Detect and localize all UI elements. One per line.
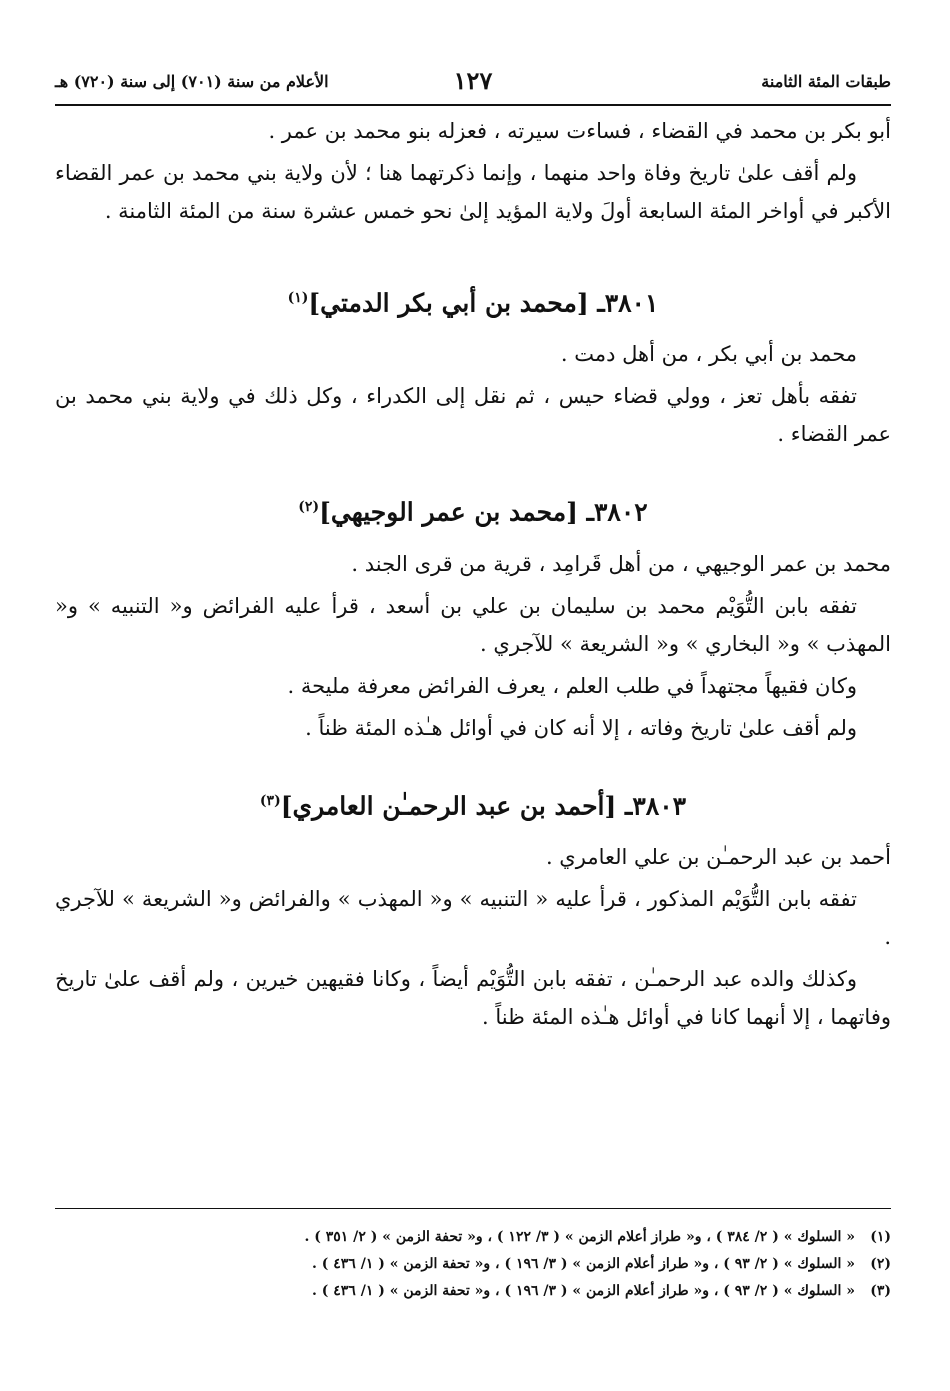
entry-paragraph: تفقه بابن التُّوَيْم محمد بن سليمان بن علي بن أسعد ، قرأ عليه الفرائض و« التنبيه » و« المهذب » و« البخاري » و« الشريعة » للآجري . bbox=[55, 593, 891, 656]
entry-title bbox=[55, 483, 891, 536]
entry-title-text: ٣٨٠٣ـ [أحمد بن عبد الرحمـٰن العامري] bbox=[280, 790, 687, 820]
footnote-ref: (٣) bbox=[259, 792, 281, 809]
entry-title-text: ٣٨٠١ـ [محمد بن أبي بكر الدمتي] bbox=[308, 288, 659, 318]
footnote bbox=[55, 1278, 891, 1305]
entry-paragraph: أحمد بن عبد الرحمـٰن بن علي العامري . bbox=[545, 844, 891, 869]
footnote-rule bbox=[55, 1208, 891, 1209]
running-header bbox=[55, 66, 891, 100]
footnote-number: (١) bbox=[870, 1229, 891, 1245]
entry-title bbox=[55, 777, 891, 830]
footnotes bbox=[55, 1224, 891, 1305]
intro-paragraph: ولم أقف علىٰ تاريخ وفاة واحد منهما ، وإنما ذكرتهما هنا ؛ لأن ولاية بني محمد بن عمر القضاء الأكبر في أواخر المئة السابعة أولَ ولاية المؤيد إلىٰ نحو خمس عشرة سنة من المئة الثامنة . bbox=[55, 161, 891, 223]
entry-paragraph: محمد بن أبي بكر ، من أهل دمت . bbox=[560, 342, 857, 367]
footnote-text: « السلوك » ( ٢/ ٩٣ ) ، و« طراز أعلام الزمن » ( ٣/ ١٩٦ ) ، و« تحفة الزمن » ( ١/ ٤٣٦ ) . bbox=[312, 1256, 855, 1272]
footnote-ref: (٢) bbox=[298, 499, 320, 516]
entry-paragraph: وكذلك والده عبد الرحمـٰن ، تفقه بابن التُّوَيْم أيضاً ، وكانا فقيهين خيرين ، ولم أقف علىٰ تاريخ وفاتهما ، إلا أنهما كانا في أوائل هـٰذه المئة ظناً . bbox=[55, 966, 891, 1029]
entry-paragraph: وكان فقيهاً مجتهداً في طلب العلم ، يعرف الفرائض معرفة مليحة . bbox=[287, 673, 857, 698]
chapter-range: الأعلام من سنة (٧٠١) إلى سنة (٧٢٠) هـ bbox=[55, 72, 329, 91]
section-title: طبقات المئة الثامنة bbox=[761, 72, 891, 91]
footnote-number: (٢) bbox=[870, 1256, 891, 1272]
footnote-text: « السلوك » ( ٢/ ٣٨٤ ) ، و« طراز أعلام الزمن » ( ٣/ ١٢٢ ) ، و« تحفة الزمن » ( ٢/ ٣٥١ ) . bbox=[304, 1229, 855, 1245]
entry-paragraph: تفقه بأهل تعز ، وولي قضاء حيس ، ثم نقل إلى الكدراء ، وكل ذلك في ولاية بني محمد بن عمر القضاء . bbox=[55, 384, 891, 447]
entry-paragraph: محمد بن عمر الوجيهي ، من أهل قَرامِد ، قرية من قرى الجند . bbox=[351, 551, 891, 576]
header-rule bbox=[55, 104, 891, 106]
footnote bbox=[55, 1224, 891, 1251]
footnote bbox=[55, 1251, 891, 1278]
page-number: ١٢٧ bbox=[453, 66, 493, 95]
entry-title-text: ٣٨٠٢ـ [محمد بن عمر الوجيهي] bbox=[319, 497, 648, 527]
entry-paragraph: تفقه بابن التُّوَيْم المذكور ، قرأ عليه « التنبيه » و« المهذب » والفرائض و« الشريعة » للآجري . bbox=[55, 886, 891, 949]
footnote-text: « السلوك » ( ٢/ ٩٣ ) ، و« طراز أعلام الزمن » ( ٣/ ١٩٦ ) ، و« تحفة الزمن » ( ١/ ٤٣٦ ) . bbox=[312, 1283, 855, 1299]
intro-paragraph: أبو بكر بن محمد في القضاء ، فساءت سيرته ، فعزله بنو محمد بن عمر . bbox=[268, 119, 891, 143]
entry-title bbox=[55, 274, 891, 327]
footnote-ref: (١) bbox=[287, 290, 309, 306]
entry-paragraph: ولم أقف علىٰ تاريخ وفاته ، إلا أنه كان في أوائل هـٰذه المئة ظناً . bbox=[305, 715, 857, 740]
body-text bbox=[55, 112, 891, 1040]
footnote-number: (٣) bbox=[870, 1283, 891, 1299]
